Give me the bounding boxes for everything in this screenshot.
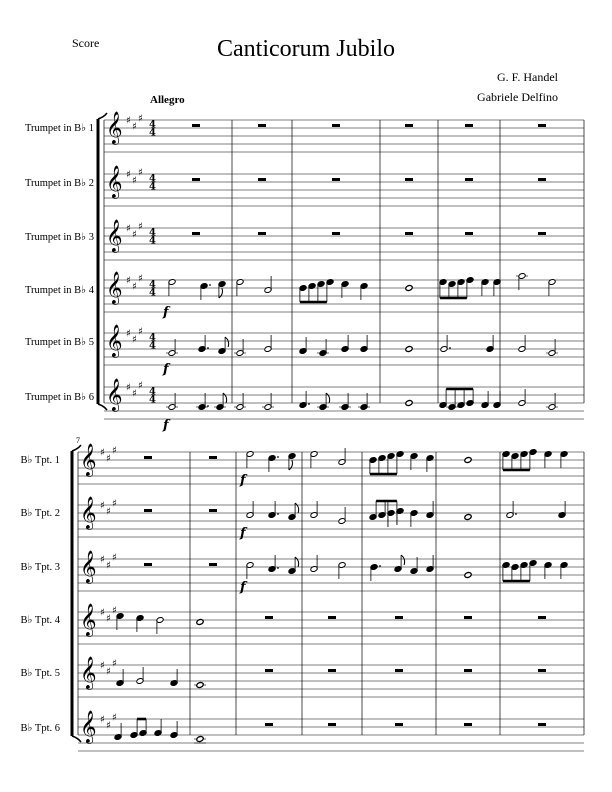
sharp-icon: ♯ [126, 169, 131, 181]
notehead [196, 736, 204, 743]
whole-rest [465, 232, 473, 235]
instrument-abbr-tpt1: B♭ Tpt. 1 [20, 455, 60, 466]
instrument-abbr-tpt3: B♭ Tpt. 3 [20, 562, 60, 573]
sharp-icon: ♯ [126, 275, 131, 287]
sharp-icon: ♯ [106, 506, 111, 518]
dynamic-forte: f [163, 305, 169, 320]
dynamic-forte: f [240, 473, 246, 488]
whole-rest [209, 563, 217, 566]
instrument-abbr-tpt4: B♭ Tpt. 4 [20, 615, 60, 626]
notehead [405, 346, 413, 353]
treble-clef-icon: 𝄞 [80, 656, 97, 689]
sharp-icon: ♯ [132, 334, 137, 346]
instrument-name-tpt3: Trumpet in B♭ 3 [24, 232, 94, 243]
tempo-marking: Allegro [150, 94, 185, 106]
instrument-name-tpt4: Trumpet in B♭ 4 [24, 285, 94, 296]
whole-rest [405, 232, 413, 235]
instrument-abbr-tpt5: B♭ Tpt. 5 [20, 668, 60, 679]
whole-rest [332, 178, 340, 181]
augmentation-dot [515, 513, 517, 515]
sharp-icon: ♯ [106, 720, 111, 732]
sharp-icon: ♯ [112, 552, 117, 564]
notehead [405, 285, 413, 292]
treble-clef-icon: 𝄞 [80, 710, 97, 743]
whole-rest [538, 616, 546, 619]
sharp-icon: ♯ [100, 714, 105, 726]
whole-rest [265, 723, 273, 726]
time-signature-numerator: 4 [149, 332, 156, 344]
time-signature-denominator: 4 [149, 287, 156, 299]
note-flag [289, 460, 293, 470]
augmentation-dot [277, 456, 279, 458]
sharp-icon: ♯ [138, 273, 143, 285]
sharp-icon: ♯ [112, 498, 117, 510]
sharp-icon: ♯ [126, 382, 131, 394]
treble-clef-icon: 𝄞 [106, 165, 123, 198]
instrument-name-tpt1: Trumpet in B♭ 1 [24, 123, 94, 134]
whole-rest [328, 616, 336, 619]
sharp-icon: ♯ [100, 554, 105, 566]
whole-rest [405, 124, 413, 127]
score-label: Score [72, 36, 100, 50]
whole-rest [332, 124, 340, 127]
note-flag [295, 503, 299, 513]
whole-rest [265, 669, 273, 672]
whole-rest [144, 563, 152, 566]
whole-rest [192, 232, 200, 235]
augmentation-dot [207, 347, 209, 349]
whole-rest [265, 616, 273, 619]
note-flag [219, 288, 223, 298]
whole-rest [395, 723, 403, 726]
whole-rest [395, 669, 403, 672]
treble-clef-icon: 𝄞 [106, 271, 123, 304]
whole-rest [332, 232, 340, 235]
note-flag [225, 337, 229, 347]
whole-rest [144, 456, 152, 459]
augmentation-dot [277, 567, 279, 569]
composer-credit: G. F. Handel [496, 70, 558, 84]
time-signature-denominator: 4 [149, 127, 156, 139]
instrument-abbr-tpt6: B♭ Tpt. 6 [20, 723, 60, 734]
time-signature-denominator: 4 [149, 340, 156, 352]
whole-rest [538, 723, 546, 726]
sharp-icon: ♯ [126, 223, 131, 235]
instrument-abbr-tpt2: B♭ Tpt. 2 [20, 508, 60, 519]
treble-clef-icon: 𝄞 [80, 550, 97, 583]
sharp-icon: ♯ [112, 445, 117, 457]
sharp-icon: ♯ [100, 500, 105, 512]
whole-rest [538, 232, 546, 235]
sharp-icon: ♯ [106, 613, 111, 625]
page-title: Canticorum Jubilo [217, 36, 395, 62]
time-signature-numerator: 4 [149, 279, 156, 291]
sharp-icon: ♯ [132, 121, 137, 133]
augmentation-dot [449, 347, 451, 349]
whole-rest [192, 124, 200, 127]
treble-clef-icon: 𝄞 [106, 378, 123, 411]
sharp-icon: ♯ [132, 229, 137, 241]
time-signature-numerator: 4 [149, 386, 156, 398]
whole-rest [465, 178, 473, 181]
measure-number: 7 [76, 436, 80, 445]
treble-clef-icon: 𝄞 [106, 111, 123, 144]
time-signature-denominator: 4 [149, 394, 156, 406]
sharp-icon: ♯ [138, 380, 143, 392]
sharp-icon: ♯ [106, 560, 111, 572]
dynamic-forte: f [163, 362, 169, 377]
arranger-credit: Gabriele Delfino [477, 90, 558, 104]
augmentation-dot [379, 565, 381, 567]
treble-clef-icon: 𝄞 [80, 496, 97, 529]
sharp-icon: ♯ [112, 658, 117, 670]
sharp-icon: ♯ [138, 326, 143, 338]
time-signature-denominator: 4 [149, 181, 156, 193]
augmentation-dot [277, 513, 279, 515]
notehead [196, 619, 204, 626]
note-flag [401, 555, 405, 565]
whole-rest [464, 723, 472, 726]
notehead [464, 457, 472, 464]
whole-rest [538, 178, 546, 181]
sharp-icon: ♯ [138, 167, 143, 179]
notehead [196, 682, 204, 689]
whole-rest [405, 178, 413, 181]
notehead [405, 400, 413, 407]
whole-rest [538, 124, 546, 127]
augmentation-dot [207, 405, 209, 407]
sharp-icon: ♯ [132, 388, 137, 400]
whole-rest [258, 124, 266, 127]
dynamic-forte: f [240, 580, 246, 595]
sharp-icon: ♯ [132, 175, 137, 187]
whole-rest [464, 669, 472, 672]
sharp-icon: ♯ [112, 712, 117, 724]
note-flag [326, 393, 330, 403]
sharp-icon: ♯ [138, 221, 143, 233]
treble-clef-icon: 𝄞 [80, 443, 97, 476]
notehead [464, 514, 472, 521]
note-flag [295, 557, 299, 567]
whole-rest [465, 124, 473, 127]
whole-rest [395, 616, 403, 619]
dynamic-forte: f [163, 418, 169, 433]
treble-clef-icon: 𝄞 [106, 324, 123, 357]
whole-rest [328, 723, 336, 726]
notehead [464, 572, 472, 579]
whole-rest [464, 616, 472, 619]
whole-rest [328, 669, 336, 672]
instrument-name-tpt5: Trumpet in B♭ 5 [24, 337, 94, 348]
instrument-name-tpt6: Trumpet in B♭ 6 [24, 392, 94, 403]
whole-rest [258, 178, 266, 181]
whole-rest [209, 456, 217, 459]
sharp-icon: ♯ [138, 113, 143, 125]
treble-clef-icon: 𝄞 [80, 603, 97, 636]
whole-rest [258, 232, 266, 235]
sharp-icon: ♯ [106, 666, 111, 678]
augmentation-dot [308, 403, 310, 405]
sharp-icon: ♯ [126, 328, 131, 340]
time-signature-denominator: 4 [149, 235, 156, 247]
sharp-icon: ♯ [100, 660, 105, 672]
sharp-icon: ♯ [106, 453, 111, 465]
sharp-icon: ♯ [100, 447, 105, 459]
time-signature-numerator: 4 [149, 119, 156, 131]
augmentation-dot [209, 284, 211, 286]
sharp-icon: ♯ [132, 281, 137, 293]
time-signature-numerator: 4 [149, 227, 156, 239]
sharp-icon: ♯ [126, 115, 131, 127]
whole-rest [538, 669, 546, 672]
sharp-icon: ♯ [112, 605, 117, 617]
instrument-name-tpt2: Trumpet in B♭ 2 [24, 178, 94, 189]
sharp-icon: ♯ [100, 607, 105, 619]
time-signature-numerator: 4 [149, 173, 156, 185]
note-flag [223, 393, 227, 403]
treble-clef-icon: 𝄞 [106, 219, 123, 252]
dynamic-forte: f [240, 526, 246, 541]
whole-rest [144, 509, 152, 512]
whole-rest [192, 178, 200, 181]
whole-rest [209, 509, 217, 512]
